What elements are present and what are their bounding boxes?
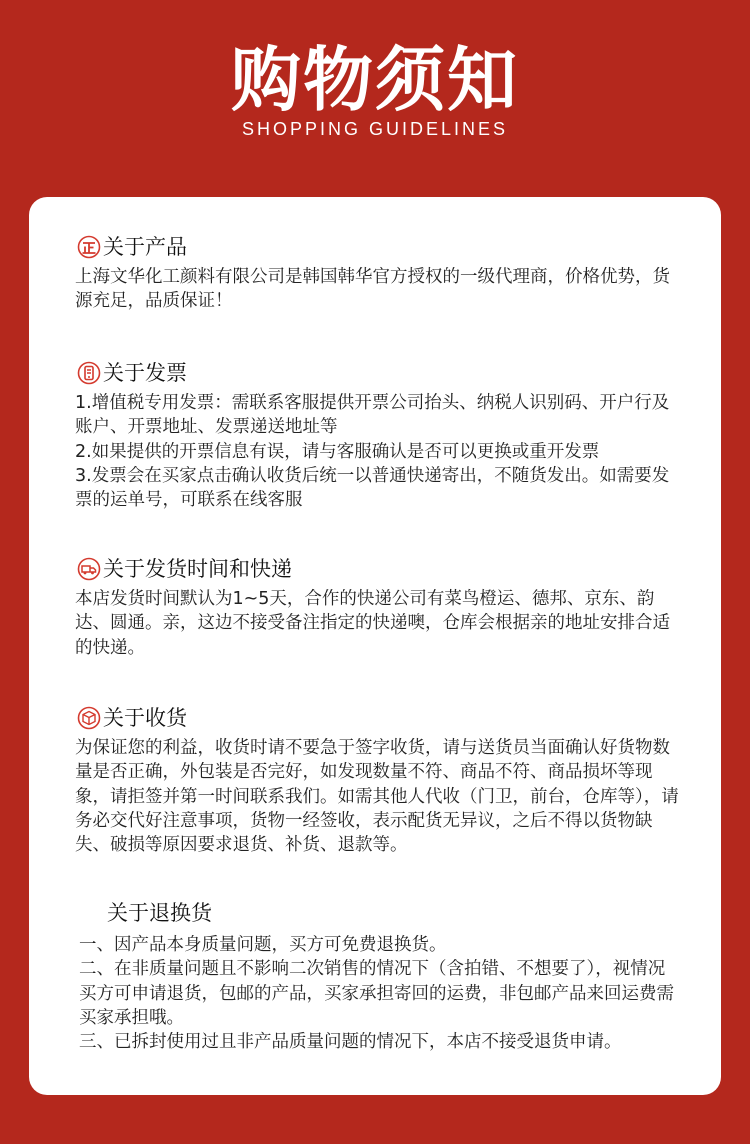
paragraph: 上海文华化工颜料有限公司是韩国韩华官方授权的一级代理商，价格优势，货源充足，品质保证！ [75, 267, 670, 312]
page-subtitle: SHOPPING GUIDELINES [241, 119, 509, 139]
page-header [0, 0, 750, 190]
section-body [75, 736, 685, 857]
section-title: 关于产品 [103, 235, 187, 259]
paragraph: 为保证您的利益，收货时请不要急于签字收货，请与送货员当面确认好货物数量是否正确，外包装是否完好，如发现数量不符、商品不符、商品损坏等现象，请拒签并第一时间联系我们。如需其他人代收（门卫，前台，仓库等），请务必交代好注意事项，货物一经签收，表示配货无异议，之后不得以货物缺失、破损等原因要求退货、补货、退款等。 [75, 738, 679, 856]
page-title: 购物须知 [231, 39, 519, 121]
zheng-seal-icon [77, 235, 101, 259]
paragraph: 2.如果提供的开票信息有误，请与客服确认是否可以更换或重开发票 [75, 441, 600, 462]
section-body [75, 265, 685, 314]
section-header [77, 553, 292, 585]
section-body [75, 391, 685, 512]
paragraph: 1.增值税专用发票：需联系客服提供开票公司抬头、纳税人识别码、开户行及账户、开票地址、发票递送地址等 [75, 393, 670, 438]
paragraph: 二、在非质量问题且不影响二次销售的情况下（含拍错、不想要了），视情况买方可申请退货，包邮的产品，买家承担寄回的运费，非包邮产品来回运费需买家承担哦。 [79, 959, 674, 1028]
paragraph: 一、因产品本身质量问题，买方可免费退换货。 [79, 935, 447, 955]
section-header [107, 897, 212, 929]
paragraph: 3.发票会在买家点击确认收货后统一以普通快递寄出，不随货发出。如需要发票的运单号，可联系在线客服 [75, 465, 670, 511]
delivery-truck-icon [77, 557, 101, 581]
section-title: 关于收货 [103, 706, 187, 730]
section-title: 关于退换货 [107, 901, 212, 925]
section-header [77, 357, 187, 389]
section-body [75, 587, 685, 660]
paragraph: 本店发货时间默认为1~5天，合作的快递公司有菜鸟橙运、德邦、京东、韵达、圆通。亲，这边不接受备注指定的快递噢，仓库会根据亲的地址安排合适的快递。 [75, 589, 670, 658]
section-header [77, 702, 187, 734]
guidelines-card [29, 197, 721, 1095]
invoice-phone-icon [77, 361, 101, 385]
section-header [77, 231, 187, 263]
section-title: 关于发货时间和快递 [103, 557, 292, 581]
paragraph: 三、已拆封使用过且非产品质量问题的情况下，本店不接受退货申请。 [79, 1032, 622, 1053]
section-body [79, 933, 679, 1054]
package-box-icon [77, 706, 101, 730]
section-title: 关于发票 [103, 361, 187, 385]
